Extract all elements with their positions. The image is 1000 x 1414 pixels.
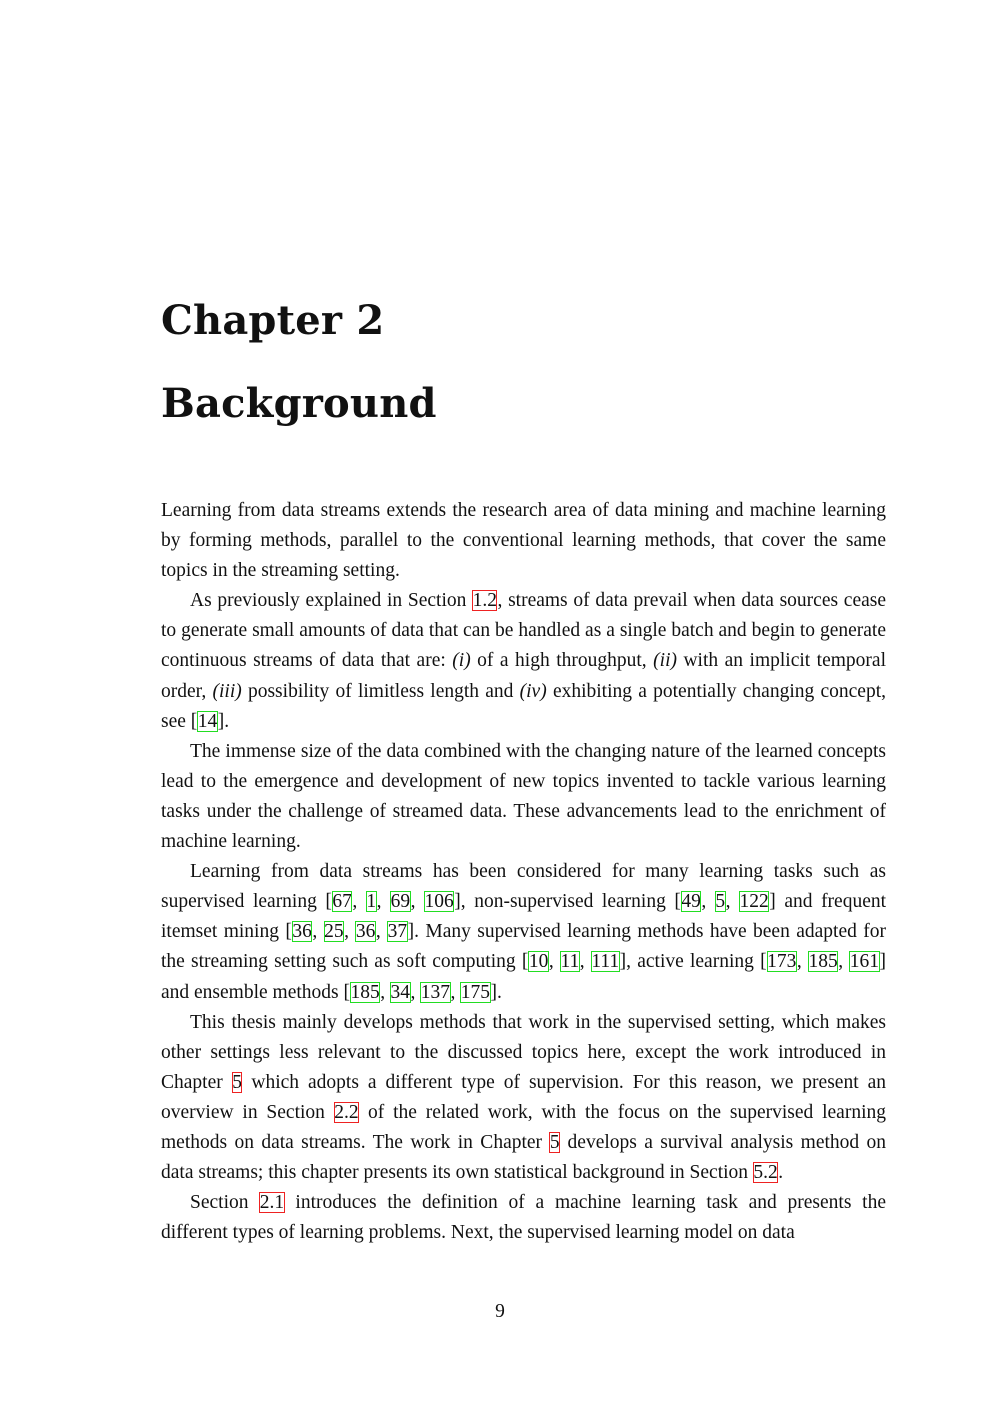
citation-link[interactable]: 49 [681, 891, 701, 913]
citation-link[interactable]: 36 [355, 921, 376, 943]
text-run: ]. [490, 981, 502, 1003]
text-run: with an implicit temporal order, [161, 650, 886, 702]
body-text [161, 496, 886, 1248]
citation-link[interactable]: 10 [528, 951, 549, 973]
citation-link[interactable]: 185 [350, 981, 380, 1003]
text-run: , [344, 921, 356, 943]
paragraph [161, 1008, 886, 1189]
text-run: possibility of limitless length and [241, 680, 520, 702]
citation-link[interactable]: 106 [424, 891, 454, 913]
text-run: . [778, 1162, 784, 1184]
paragraph [161, 1188, 886, 1248]
citation-link[interactable]: 173 [767, 951, 797, 973]
cross-reference-link[interactable]: 2.2 [334, 1101, 359, 1123]
text-run: , [352, 891, 366, 913]
chapter-title: Background [161, 380, 437, 427]
text-run: , [838, 951, 850, 973]
citation-link[interactable]: 25 [324, 921, 344, 943]
paragraph [161, 586, 886, 736]
text-run: ] and frequent itemset mining [ [161, 891, 887, 943]
citation-link[interactable]: 11 [560, 951, 580, 973]
enumeration-marker: (iii) [212, 680, 242, 702]
chapter-label: Chapter 2 [161, 297, 385, 344]
citation-link[interactable]: 122 [739, 891, 769, 913]
citation-link[interactable]: 14 [197, 710, 218, 732]
text-run: , [579, 951, 591, 973]
text-run: which adopts a different type of supervision. For this reason, we present an overview in Section [161, 1071, 886, 1123]
text-run: , streams of data prevail when data sources cease to generate small amounts of data that can be handled as a single batch and begin to generate continuous streams of data that are: [161, 590, 886, 672]
cross-reference-link[interactable]: 2.1 [259, 1192, 285, 1214]
enumeration-marker: (iv) [519, 680, 547, 702]
citation-link[interactable]: 69 [390, 891, 411, 913]
text-run: , [410, 891, 425, 913]
text-run: , [375, 921, 388, 943]
text-run: ], non-supervised learning [ [454, 891, 681, 913]
text-run: ]. Many supervised learning methods have been adapted for the streaming setting such as soft computing [ [161, 921, 886, 973]
text-run: exhibiting a potentially changing concept, see [ [161, 680, 886, 732]
text-run: Learning from data streams extends the research area of data mining and machine learning by forming methods, parallel to the conventional learning methods, that cover the same topics in the streaming setting. [161, 500, 886, 582]
text-run: develops a survival analysis method on data streams; this chapter presents its own statistical background in Section [161, 1131, 887, 1184]
citation-link[interactable]: 161 [849, 951, 880, 973]
citation-link[interactable]: 5 [715, 891, 726, 913]
text-run: Learning from data streams has been considered for many learning tasks such as supervised learning [ [161, 861, 886, 913]
text-run: This thesis mainly develops methods that work in the supervised setting, which makes other settings less relevant to the discussed topics here, except the work introduced in Chapter [161, 1011, 886, 1093]
text-run: , [312, 921, 324, 943]
text-run: , [796, 951, 808, 973]
citation-link[interactable]: 1 [366, 891, 377, 913]
citation-link[interactable]: 185 [808, 951, 838, 973]
paragraph [161, 496, 886, 586]
text-run: , [701, 891, 715, 913]
citation-link[interactable]: 34 [390, 981, 410, 1003]
citation-link[interactable]: 175 [460, 981, 490, 1003]
page-number: 9 [495, 1301, 505, 1322]
cross-reference-link[interactable]: 5 [549, 1131, 560, 1153]
citation-link[interactable]: 137 [420, 981, 450, 1003]
text-run: , [380, 981, 390, 1003]
paragraph [161, 737, 886, 857]
text-run: , [410, 981, 421, 1003]
paragraph [161, 857, 886, 1007]
text-run: , [725, 891, 740, 913]
text-run: , [450, 981, 461, 1003]
text-run: of the related work, with the focus on the supervised learning methods on data streams. The work in Chapter [161, 1101, 887, 1153]
text-run: , [548, 951, 560, 973]
text-run: The immense size of the data combined with the changing nature of the learned concepts lead to the emergence and development of new topics invented to tackle various learning tasks under the challenge of streamed data. These advancements lead to the enrichment of machine learning. [161, 740, 886, 853]
citation-link[interactable]: 111 [591, 951, 620, 973]
text-run: Section [190, 1192, 260, 1214]
citation-link[interactable]: 37 [387, 921, 408, 943]
citation-link[interactable]: 36 [292, 921, 312, 943]
text-run: ]. [217, 710, 230, 732]
text-run: ] and ensemble methods [ [161, 951, 887, 1003]
enumeration-marker: (i) [452, 650, 471, 672]
enumeration-marker: (ii) [653, 650, 677, 672]
text-run: , [376, 891, 391, 913]
cross-reference-link[interactable]: 5.2 [753, 1162, 778, 1184]
text-run: introduces the definition of a machine learning task and presents the different types of learning problems. Next, the supervised learning model on data [161, 1192, 887, 1244]
cross-reference-link[interactable]: 1.2 [472, 590, 497, 612]
text-run: As previously explained in Section [190, 590, 473, 612]
cross-reference-link[interactable]: 5 [232, 1071, 242, 1093]
citation-link[interactable]: 67 [332, 891, 352, 913]
text-run: ], active learning [ [619, 951, 767, 973]
text-run: of a high throughput, [470, 650, 654, 672]
